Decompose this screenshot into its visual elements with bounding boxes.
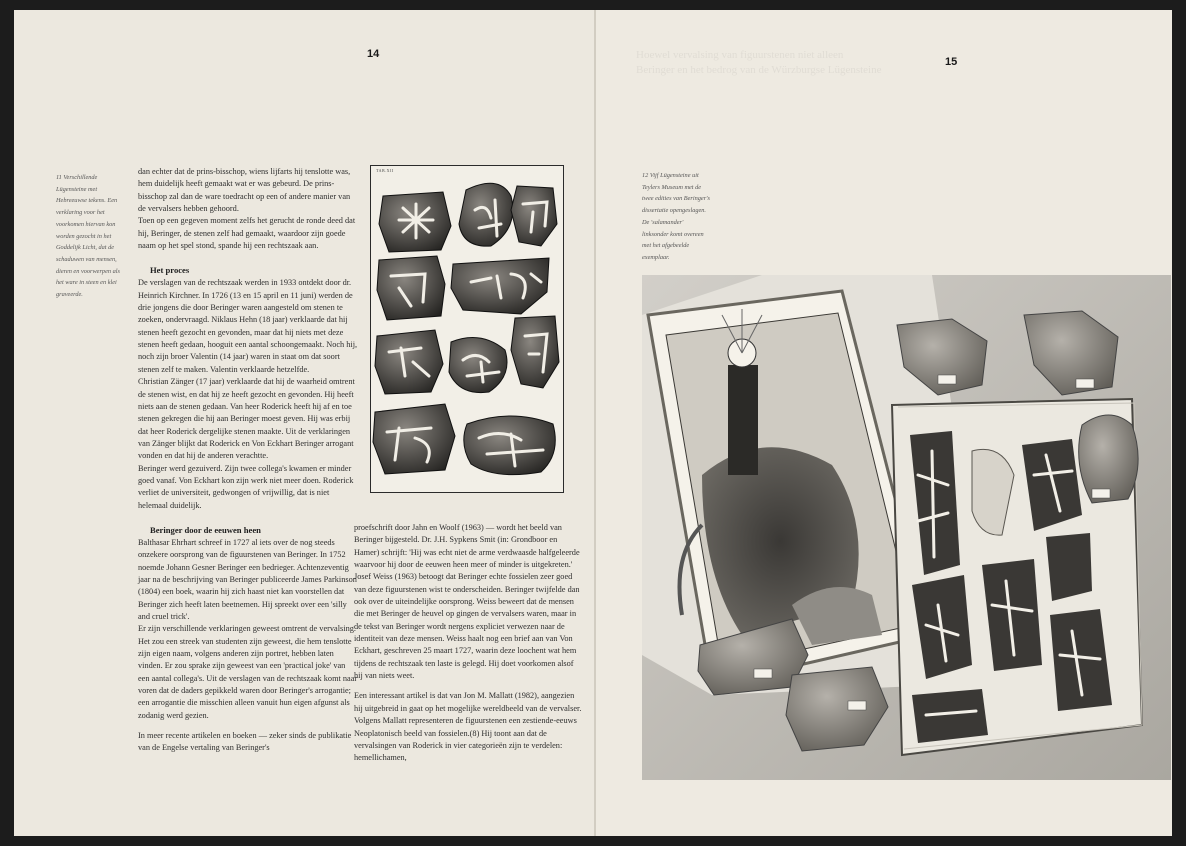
page-number-right: 15 xyxy=(945,56,958,68)
text-column-2 xyxy=(354,522,584,765)
text-column-1 xyxy=(138,166,358,755)
figure-caption-12: 12 Vijf Lügensteine uit Teylers Museum met de twee edities van Beringer's dissertatie opengeslagen. De 'salamander' linksonder komt overeen met het afgebeelde exemplaar. xyxy=(642,172,710,261)
plate-label: TAB.XII xyxy=(376,168,394,173)
section-heading-process: Het proces xyxy=(150,265,190,276)
left-page xyxy=(14,10,594,836)
paragraph: Christian Zänger (17 jaar) verklaarde dat hij de waarheid omtrent de stenen wist, en dat hij ze heeft gezocht en gevonden. Hij heeft niets aan de stenen gedaan. Van heer Roderick heeft hij af en toe stenen gekregen die hij aan Beringer moest geven. Hij was erbij dat heer Roderick dergelijke stenen maakte. Uit de verklaringen van Zänger blijkt dat Roderick en Von Eckhart Beringer arrogant vonden en dat hij de anderen verachtte. xyxy=(138,377,355,461)
paragraph: Balthasar Ehrhart schreef in 1727 al iets over de nog steeds onzekere oorsprong van de figuurstenen van Beringer. In 1752 noemde Johann Gesner Beringer een bedrieger. Achtenzeventig jaar na de beschrijving van Beringer publiceerde James Parkinson (1804) een boek, waarin hij zich haast niet kan voorstellen dat Beringer zich heeft laten beetnemen. Hij spreekt over een 'silly and cruel trick'. xyxy=(138,537,357,621)
paragraph: Toen op een gegeven moment zelfs het gerucht de ronde deed dat hij, Beringer, de stenen zelf had gemaakt, waardoor zijn goede naam op het spel stond, spande hij een rechtszaak aan. xyxy=(138,216,356,251)
paragraph: In meer recente artikelen en boeken — zeker sinds de publikatie van de Engelse vertaling van Beringer's xyxy=(138,731,352,753)
photo-illustration xyxy=(642,275,1171,780)
paragraph: proefschrift door Jahn en Woolf (1963) — wordt het beeld van Beringer bijgesteld. Dr. J.H. Sypkens Smit (in: Grondboor en Hamer) schrijft: 'Hij was echt niet de arme verdwaasde halfgeleerde waarvoor hij door de eeuwen heen meer of minder is uitgekreten.' xyxy=(354,523,580,570)
engraved-stones-illustration xyxy=(371,166,563,492)
figure-caption-11: 11 Verschillende Lügensteine met Hebreeuwse tekens. Een verklaring voor het voorkomen hiervan kon worden gezocht in het Goddelijk Licht, dat de schaduwen van mensen, dieren en voorwerpen als het ware in steen en klei graveerde. xyxy=(56,174,120,299)
paragraph: De verslagen van de rechtszaak werden in 1933 ontdekt door dr. Heinrich Kirchner. In 1726 (13 en 15 april en 11 juni) werden de drie jongens die door Beringer waren aangesteld om stenen te zoeken, ondervraagd. Niklaus Hehn (18 jaar) verklaarde dat hij stenen heeft gezocht en gevonden, maar dat hij niets met deze stenen heeft gedaan, hooguit een aantal schoongemaakt. Noch hij, noch zijn broer Valentin (14 jaar) waren in staat om dat soort stenen zelf te maken. Valentin verklaarde hetzelfde. xyxy=(138,278,358,374)
page-number-left: 14 xyxy=(367,48,380,60)
photograph-lugensteine-and-books xyxy=(642,275,1171,780)
paragraph: dan echter dat de prins-bisschop, wiens lijfarts hij tenslotte was, hem duidelijk heeft gemaakt wat er was gebeurd. De prins-bisschop zal dan de ware toedracht op een of andere manier van de vervalsers hebben gehoord. xyxy=(138,167,351,214)
paragraph: Er zijn verschillende verklaringen geweest omtrent de vervalsing. Het zou een streek van studenten zijn geweest, die hem tenslotte zijn eigen naam, volgens anderen zijn portret, hebben laten vinden. Er zou sprake zijn geweest van een 'practical joke' van een aantal collega's. Uit de verslagen van de rechtszaak komt naar voren dat de daders gepikkeld waren door Beringer's arrogantie; een arrogantie die misschien alleen vanuit hun eigen afgunst als zodanig werd gezien. xyxy=(138,624,358,720)
section-heading-centuries: Beringer door de eeuwen heen xyxy=(150,524,261,535)
right-page xyxy=(596,10,1172,836)
paragraph: Josef Weiss (1963) betoogt dat Beringer echte fossielen zeer goed van deze figuurstenen wist te onderscheiden. Beringer twijfelde dan ook over de uiteindelijke oorsprong. Weiss beweert dat de mensen die met Beringer de heuvel op gingen de vervalsers waren, maar in de tekst van Beringer wordt nergens expliciet verwezen naar de identiteit van deze mensen. Weiss haalt nog een brief aan van Von Eckhart, geschreven 25 maart 1727, waarin deze loochent wat hem tijdens de rechtszaak ten laste is gelegd. Hij doet voorkomen alsof hij van niets weet. xyxy=(354,572,580,681)
paragraph: Een interessant artikel is dat van Jon M. Mallatt (1982), aangezien hij uitgebreid in gaat op het mogelijke wereldbeeld van de vervalser. Volgens Mallatt representeren de figuurstenen een zestiende-eeuws Neoplatonisch beeld van fossielen.(8) Hij toont aan dat de vervalsingen van Roderick in vier categorieën zijn te verdelen: hemellichamen, xyxy=(354,691,582,763)
paragraph: Beringer werd gezuiverd. Zijn twee collega's kwamen er minder goed vanaf. Von Eckhart kon zijn werk niet meer doen. Roderick verliet de universiteit, gedwongen of vrijwillig, dat is niet helemaal duidelijk. xyxy=(138,463,354,510)
show-through-text: Hoewel vervalsing van figuurstenen niet alleen Beringer en het bedrog van de Würzburgse Lügensteine xyxy=(636,49,882,76)
engraving-figure-lugensteine xyxy=(370,165,564,493)
